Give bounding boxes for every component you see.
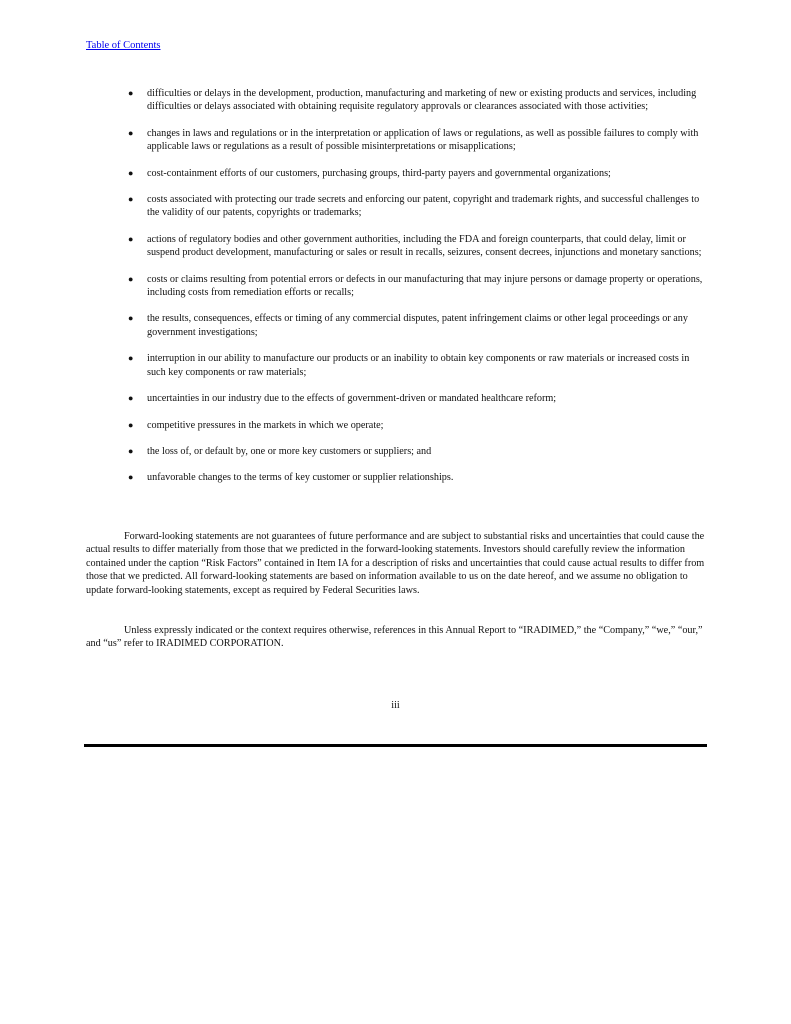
list-item — [128, 233, 706, 260]
bullet-icon: ● — [128, 393, 134, 404]
list-item-text: the loss of, or default by, one or more key customers or suppliers; and — [147, 445, 432, 457]
bullet-icon: ● — [128, 445, 134, 456]
list-item-text: the results, consequences, effects or timing of any commercial disputes, patent infringement claims or other legal proceedings or any government investigations; — [147, 313, 688, 338]
list-item — [128, 167, 706, 180]
list-item-text: interruption in our ability to manufacture our products or an inability to obtain key components or raw materials or increased costs in such key components or raw materials; — [147, 353, 690, 378]
risk-bullet-list — [128, 87, 706, 498]
list-item — [128, 127, 706, 154]
list-item — [128, 445, 706, 458]
page-divider — [84, 744, 707, 747]
bullet-icon: ● — [128, 194, 134, 205]
bullet-icon: ● — [128, 167, 134, 178]
list-item — [128, 273, 706, 300]
page-number: iii — [391, 700, 400, 711]
bullet-icon: ● — [128, 233, 134, 244]
list-item-text: competitive pressures in the markets in which we operate; — [147, 419, 384, 431]
list-item — [128, 193, 706, 220]
list-item — [128, 352, 706, 379]
bullet-icon: ● — [128, 88, 134, 98]
list-item-text: unfavorable changes to the terms of key customer or supplier relationships. — [147, 472, 454, 484]
list-item — [128, 392, 706, 405]
bullet-icon: ● — [128, 313, 134, 324]
bullet-icon: ● — [128, 472, 134, 483]
list-item — [128, 312, 706, 339]
list-item — [128, 87, 706, 114]
list-item-text: costs associated with protecting our trade secrets and enforcing our patent, copyright and trademark rights, and successful challenges to the validity of our patents, copyrights or trademarks; — [147, 194, 700, 219]
bullet-icon: ● — [128, 273, 134, 284]
list-item-text: changes in laws and regulations or in the interpretation or application of laws or regulations, as well as possible failures to comply with applicable laws or regulations as a result of possible misinterpretations or misapplications; — [147, 127, 699, 153]
table-of-contents-link[interactable]: Table of Contents — [86, 40, 161, 51]
list-item — [128, 419, 706, 432]
bullet-icon: ● — [128, 419, 134, 430]
list-item-text: uncertainties in our industry due to the effects of government-driven or mandated healthcare reform; — [147, 393, 557, 405]
bullet-icon: ● — [128, 353, 134, 364]
list-item-text: cost-containment efforts of our customers, purchasing groups, third-party payers and governmental organizations; — [147, 167, 611, 179]
list-item-text: difficulties or delays in the development, production, manufacturing and marketing of new or existing products and services, including difficulties or delays associated with obtaining requisite regulatory approvals or clearances associated with those activities; — [147, 88, 697, 113]
forward-looking-paragraph: Forward-looking statements are not guarantees of future performance and are subject to substantial risks and uncertainties that could cause the actual results to differ materially from those that we predicted in the forward-looking statements. Investors should carefully review the information contained under the caption “Risk Factors” contained in Item IA for a description of risks and uncertainties that could cause actual results to differ from those that we predicted. All forward-looking statements are based on information available to us on the date hereof, and we assume no obligation to update forward-looking statements, except as required by Federal Securities laws. — [86, 531, 705, 596]
bullet-icon: ● — [128, 127, 134, 138]
list-item — [128, 471, 706, 484]
list-item-text: actions of regulatory bodies and other government authorities, including the FDA and foreign counterparts, that could delay, limit or suspend product development, manufacturing or sales or result in recalls, seizures, consent decrees, injunctions and monetary sanctions; — [147, 233, 702, 259]
references-paragraph: Unless expressly indicated or the context requires otherwise, references in this Annual Report to “IRADIMED,” the “Company,” “we,” “our,” and “us” refer to IRADIMED CORPORATION. — [86, 625, 703, 650]
list-item-text: costs or claims resulting from potential errors or defects in our manufacturing that may injure persons or damage property or operations, including costs from remediation efforts or recalls; — [147, 273, 703, 299]
